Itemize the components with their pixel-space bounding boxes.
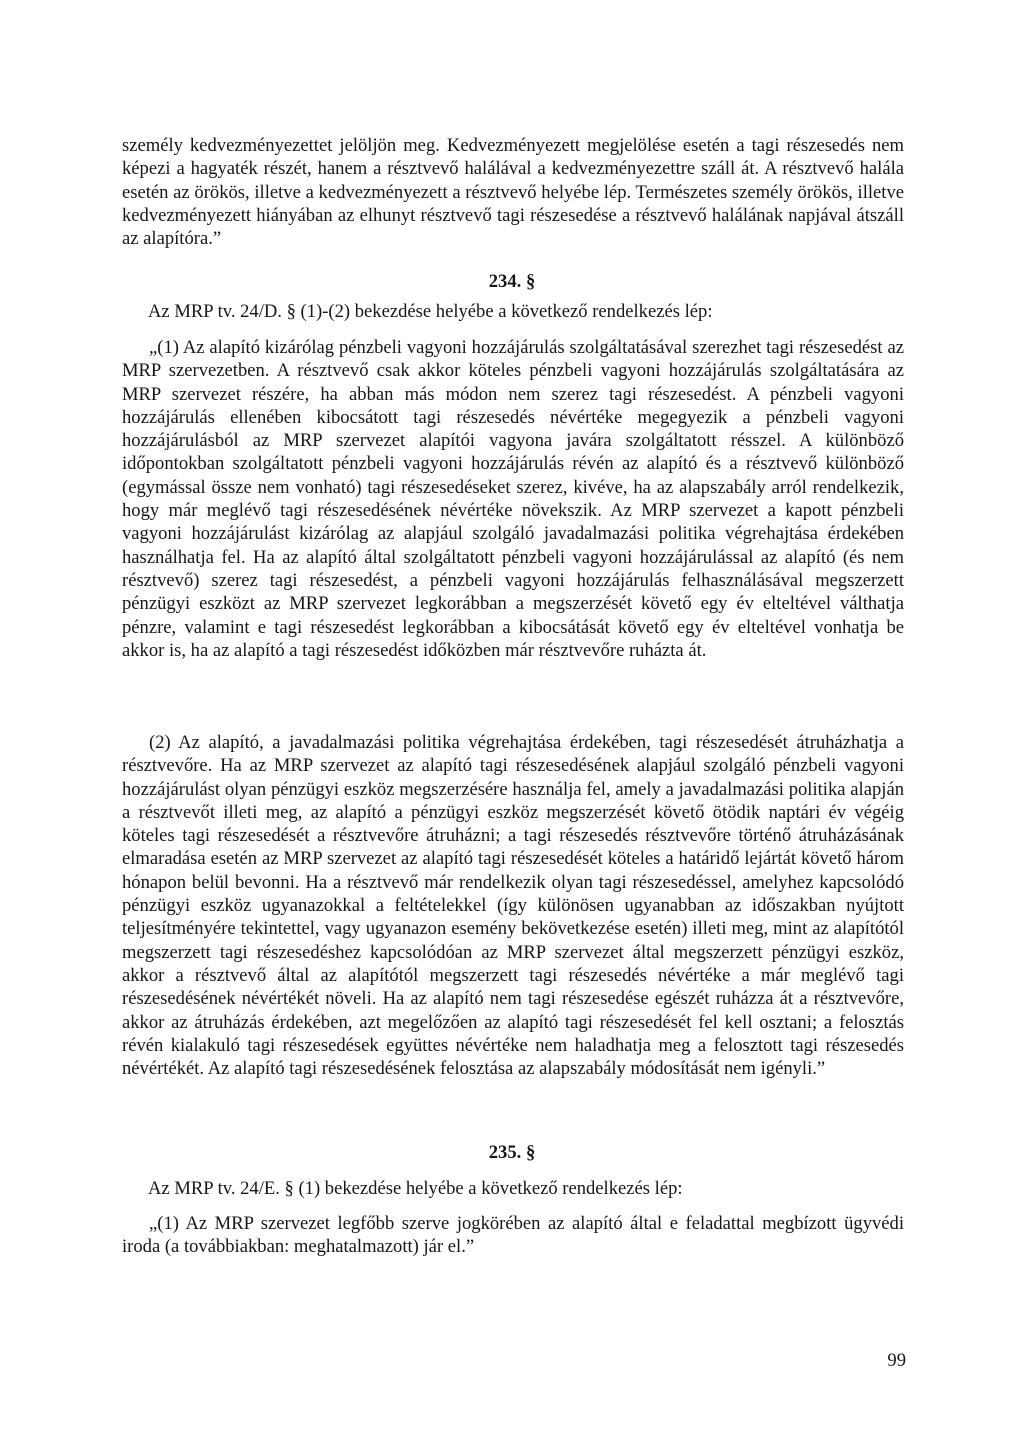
section-234-paragraph-1: „(1) Az alapító kizárólag pénzbeli vagyoni hozzájárulás szolgáltatásával szerezhet tagi részesedést az MRP szervezetben. A résztvevő csak akkor köteles pénzbeli vagyoni hozzájárulás szolgáltatására az MRP szervezet részére, ha abban más módon nem szerez tagi részesedést. A pénzbeli vagyoni hozzájárulás ellenében kibocsátott tagi részesedés névértéke megegyezik a pénzbeli vagyoni hozzájárulásból az MRP szervezet alapítói vagyona javára szolgáltatott résszel. A különböző időpontokban szolgáltatott pénzbeli vagyoni hozzájárulás révén az alapító és a résztvevő különböző (egymással össze nem vonható) tagi részesedéseket szerez, kivéve, ha az alapszabály arról rendelkezik, hogy már meglévő tagi részesedésének névértéke növekszik. Az MRP szervezet a kapott pénzbeli vagyoni hozzájárulást kizárólag az alapjául szolgáló javadalmazási politika végrehajtása érdekében használhatja fel. Ha az alapító által szolgáltatott pénzbeli vagyoni hozzájárulással az alapító (és nem résztvevő) szerez tagi részesedést, a pénzbeli vagyoni hozzájárulás felhasználásával megszerzett pénzügyi eszközt az MRP szervezet legkorábban a megszerzését követő egy év elteltével válthatja pénzre, valamint e tagi részesedést legkorábban a kibocsátását követő egy év elteltével vonhatja be akkor is, ha az alapító a tagi részesedést időközben már résztvevőre ruházta át. [122,337,904,661]
section-234-intro: Az MRP tv. 24/D. § (1)-(2) bekezdése helyébe a következő rendelkezés lép: [148,301,713,322]
section-235-paragraph-1: „(1) Az MRP szervezet legfőbb szerve jogkörében az alapító által e feladattal megbízott ügyvédi iroda (a továbbiakban: meghatalmazott) jár el.” [122,1213,904,1258]
continuation-paragraph: személy kedvezményezettet jelöljön meg. Kedvezményezett megjelölése esetén a tagi részesedés nem képezi a hagyaték részét, hanem a résztvevő halálával a kedvezményezettre száll át. A résztvevő halála esetén az örökös, illetve a kedvezményezett a résztvevő helyébe lép. Természetes személy örökös, illetve kedvezményezett hiányában az elhunyt résztvevő tagi részesedése a résztvevő halálának napjával átszáll az alapítóra.” [122,135,904,250]
section-235-intro: Az MRP tv. 24/E. § (1) bekezdése helyébe a következő rendelkezés lép: [148,1178,683,1199]
section-heading-235: 235. § [488,1142,536,1163]
section-234-paragraph-2: (2) Az alapító, a javadalmazási politika végrehajtása érdekében, tagi részesedését átruházhatja a résztvevőre. Ha az MRP szervezet az alapító tagi részesedésének alapjául szolgáló pénzbeli vagyoni hozzájárulást olyan pénzügyi eszköz megszerzésére használja fel, amely a javadalmazási politika alapján a résztvevőt illeti meg, az alapító a pénzügyi eszköz megszerzését követő ötödik naptári év végéig köteles tagi részesedését a résztvevőre átruházni; a tagi részesedés résztvevőre történő átruházásának elmaradása esetén az MRP szervezet az alapító tagi részesedését köteles a határidő lejártát követő három hónapon belül bevonni. Ha a résztvevő már rendelkezik olyan tagi részesedéssel, amelyhez kapcsolódó pénzügyi eszköz ugyanazokkal a feltételekkel (így különösen ugyanabban az időszakban nyújtott teljesítményére tekintettel, vagy ugyanazon esemény bekövetkezése esetén) illeti meg, mint az alapítótól megszerzett tagi részesedéshez kapcsolódóan az MRP szervezet által megszerzett pénzügyi eszköz, akkor a résztvevő által az alapítótól megszerzett tagi részesedés névértéke a már meglévő tagi részesedésének névértékét növeli. Ha az alapító nem tagi részesedése egészét ruházza át a résztvevőre, akkor az átruházás érdekében, azt megelőzően az alapító tagi részesedését fel kell osztani; a felosztás révén kialakuló tagi részesedések együttes névértéke nem haladhatja meg a felosztott tagi részesedés névértékét. Az alapító tagi részesedésének felosztása az alapszabály módosítását nem igényli.” [122,732,904,1080]
section-heading-234: 234. § [488,271,536,292]
page-number: 99 [887,1350,906,1371]
